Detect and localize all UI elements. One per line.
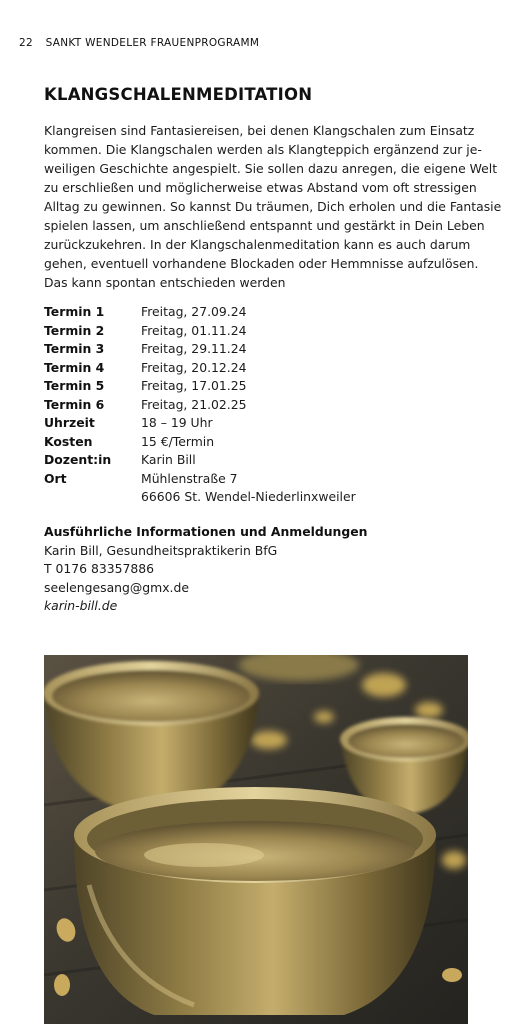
detail-row-dozent bbox=[44, 451, 356, 470]
body-line: gehen, eventuell vorhandene Blockaden oder Hemmnisse aufzulösen. bbox=[44, 256, 479, 271]
detail-value: Freitag, 20.12.24 bbox=[141, 359, 247, 375]
event-details bbox=[44, 303, 356, 507]
detail-row-termin-2 bbox=[44, 322, 356, 341]
detail-value: Mühlenstraße 7 bbox=[141, 470, 238, 486]
body-line: Das kann spontan entschieden werden bbox=[44, 275, 286, 290]
contact-website[interactable]: karin-bill.de bbox=[44, 598, 118, 614]
detail-row-termin-1 bbox=[44, 303, 356, 322]
detail-value: Freitag, 29.11.24 bbox=[141, 341, 247, 356]
contact-block bbox=[44, 523, 367, 616]
contact-heading: Ausführliche Informationen und Anmeldungen bbox=[44, 524, 368, 539]
body-line: Klangreisen sind Fantasiereisen, bei denen Klangschalen zum Einsatz bbox=[44, 123, 475, 138]
article-title: KLANGSCHALENMEDITATION bbox=[44, 85, 313, 104]
detail-value: Freitag, 27.09.24 bbox=[141, 304, 247, 319]
detail-label: Termin 5 bbox=[44, 378, 105, 393]
detail-row-ort-city bbox=[44, 488, 356, 507]
detail-row-termin-3 bbox=[44, 340, 356, 359]
detail-label: Termin 1 bbox=[44, 304, 105, 319]
detail-label: Termin 2 bbox=[44, 322, 105, 338]
detail-label bbox=[44, 488, 141, 507]
body-line: spielen lassen, um anschließend entspannt und gestärkt in Dein Leben bbox=[44, 218, 485, 233]
detail-row-kosten bbox=[44, 433, 356, 452]
detail-row-termin-5 bbox=[44, 377, 356, 396]
detail-row-termin-4 bbox=[44, 359, 356, 378]
detail-label: Termin 4 bbox=[44, 359, 105, 375]
detail-label: Termin 3 bbox=[44, 341, 105, 356]
running-header bbox=[19, 37, 259, 49]
article-body bbox=[44, 121, 502, 292]
detail-row-termin-6 bbox=[44, 396, 356, 415]
detail-value: 66606 St. Wendel-Niederlinxweiler bbox=[141, 489, 356, 504]
detail-value: Freitag, 17.01.25 bbox=[141, 378, 247, 393]
contact-email[interactable]: seelengesang@gmx.de bbox=[44, 579, 189, 595]
detail-label: Dozent:in bbox=[44, 452, 112, 467]
detail-row-uhrzeit bbox=[44, 414, 356, 433]
detail-value: 15 €/Termin bbox=[141, 433, 215, 449]
contact-phone: T 0176 83357886 bbox=[44, 561, 155, 577]
detail-label: Termin 6 bbox=[44, 396, 105, 412]
singing-bowls-photo bbox=[44, 655, 468, 1024]
detail-value: 18 – 19 Uhr bbox=[141, 415, 213, 430]
body-line: Alltag zu gewinnen. So kannst Du träumen, Dich erholen und die Fantasie bbox=[44, 199, 502, 214]
detail-value: Freitag, 01.11.24 bbox=[141, 322, 247, 338]
publication-title: SANKT WENDELER FRAUENPROGRAMM bbox=[45, 37, 260, 49]
detail-value: Freitag, 21.02.25 bbox=[141, 396, 247, 412]
detail-label: Kosten bbox=[44, 433, 93, 449]
detail-label: Uhrzeit bbox=[44, 415, 95, 430]
body-line: weiligen Geschichte angespielt. Sie sollen dazu anregen, die eigene Welt bbox=[44, 161, 498, 176]
contact-name: Karin Bill, Gesundheitspraktikerin BfG bbox=[44, 542, 278, 558]
detail-value: Karin Bill bbox=[141, 452, 196, 467]
page-number: 22 bbox=[19, 37, 33, 49]
body-line: kommen. Die Klangschalen werden als Klangteppich ergänzend zur je- bbox=[44, 142, 482, 157]
body-line: zu erschließen und möglicherweise etwas Abstand vom oft stressigen bbox=[44, 180, 477, 195]
detail-row-ort bbox=[44, 470, 356, 489]
detail-label: Ort bbox=[44, 470, 67, 486]
body-line: zurückzukehren. In der Klangschalenmeditation kann es auch darum bbox=[44, 237, 471, 252]
